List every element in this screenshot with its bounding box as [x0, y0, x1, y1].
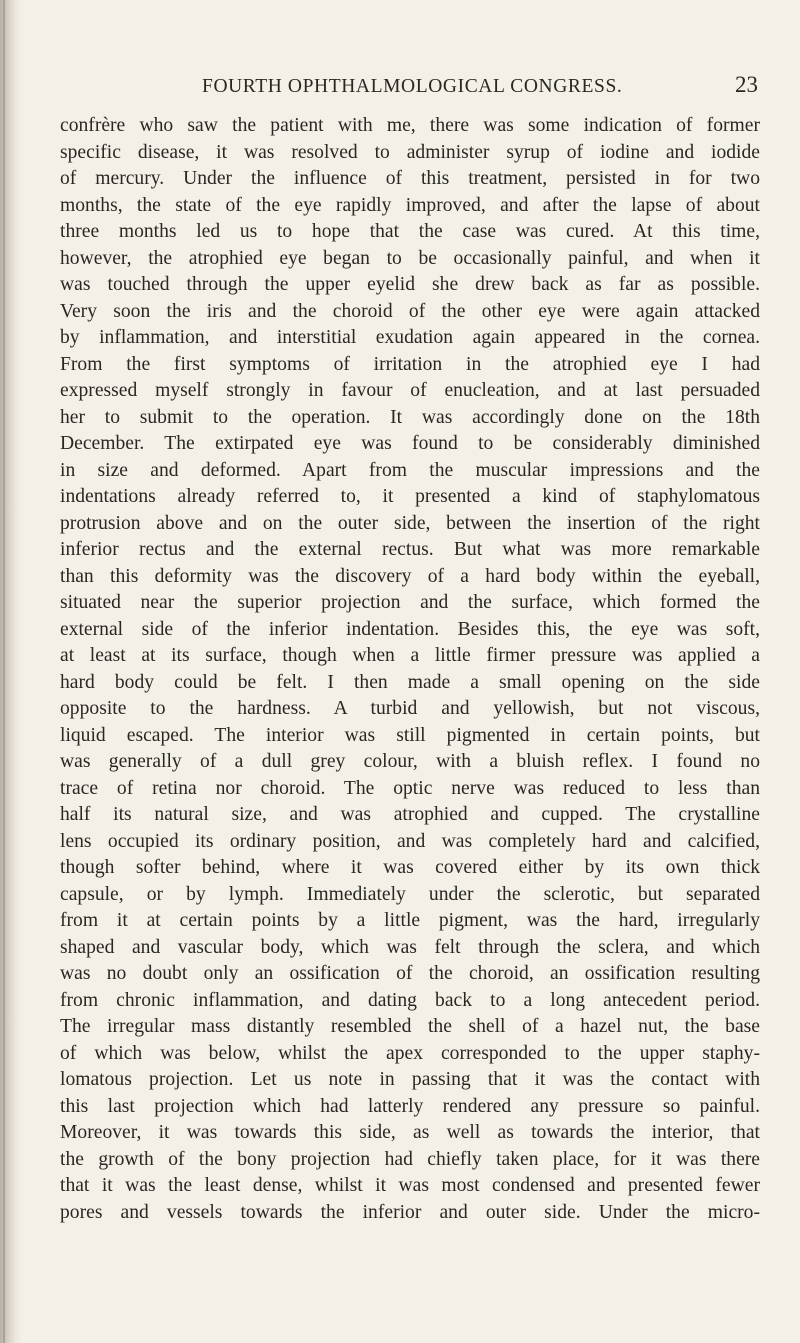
text-line: expressed myself strongly in favour of enucleation, and at last persuaded — [60, 380, 760, 401]
body-text — [60, 113, 760, 1226]
page-number: 23 — [735, 72, 758, 97]
book-page — [60, 0, 760, 1223]
text-line: The irregular mass distantly resembled the shell of a hazel nut, the base — [60, 1016, 760, 1037]
text-line: opposite to the hardness. A turbid and yellowish, but not viscous, — [60, 698, 760, 719]
text-line: indentations already referred to, it presented a kind of staphylomatous — [60, 486, 760, 507]
text-line: though softer behind, where it was covered either by its own thick — [60, 857, 760, 878]
text-line: liquid escaped. The interior was still pigmented in certain points, but — [60, 724, 760, 746]
text-line: three months led us to hope that the case was cured. At this time, — [60, 221, 760, 242]
text-line: months, the state of the eye rapidly improved, and after the lapse of about — [60, 194, 760, 216]
text-line: Very soon the iris and the choroid of the other eye were again attacked — [60, 300, 760, 322]
text-line: external side of the inferior indentation. Besides this, the eye was soft, — [60, 618, 760, 640]
text-line: from it at certain points by a little pigment, was the hard, irregularly — [60, 910, 760, 931]
text-line: in size and deformed. Apart from the muscular impressions and the — [60, 459, 760, 481]
text-line: trace of retina nor choroid. The optic nerve was reduced to less than — [60, 777, 760, 799]
text-line: lomatous projection. Let us note in passing that it was the contact with — [60, 1069, 760, 1090]
text-line: was no doubt only an ossification of the choroid, an ossification resulting — [60, 963, 760, 984]
text-line: hard body could be felt. I then made a small opening on the side — [60, 671, 760, 693]
text-line: December. The extirpated eye was found to be considerably diminished — [60, 433, 760, 454]
text-line: half its natural size, and was atrophied and cupped. The crystalline — [60, 804, 760, 825]
text-line: was touched through the upper eyelid she drew back as far as possible. — [60, 274, 760, 295]
running-title: FOURTH OPHTHALMOLOGICAL CONGRESS. — [202, 76, 623, 97]
text-line: capsule, or by lymph. Immediately under the sclerotic, but separated — [60, 883, 760, 905]
text-line: pores and vessels towards the inferior and outer side. Under the micro- — [60, 1201, 760, 1223]
text-line: that it was the least dense, whilst it was most condensed and presented fewer — [60, 1175, 760, 1196]
text-line: however, the atrophied eye began to be occasionally painful, and when it — [60, 247, 760, 269]
text-line: specific disease, it was resolved to administer syrup of iodine and iodide — [60, 141, 760, 163]
text-line: inferior rectus and the external rectus. But what was more remarkable — [60, 539, 760, 560]
text-line: by inflammation, and interstitial exudation again appeared in the cornea. — [60, 327, 760, 348]
text-line: situated near the superior projection and the surface, which formed the — [60, 592, 760, 613]
text-line: shaped and vascular body, which was felt through the sclera, and which — [60, 936, 760, 958]
text-line: protrusion above and on the outer side, between the insertion of the right — [60, 512, 760, 534]
text-line: confrère who saw the patient with me, there was some indication of former — [60, 115, 760, 136]
text-line: of which was below, whilst the apex corresponded to the upper staphy- — [60, 1042, 760, 1064]
text-line: lens occupied its ordinary position, and was completely hard and calcified, — [60, 830, 760, 852]
text-line: Moreover, it was towards this side, as well as towards the interior, that — [60, 1122, 760, 1143]
text-line: the growth of the bony projection had chiefly taken place, for it was there — [60, 1148, 760, 1170]
text-line: at least at its surface, though when a little firmer pressure was applied a — [60, 645, 760, 666]
text-line: from chronic inflammation, and dating back to a long antecedent period. — [60, 989, 760, 1011]
running-head — [60, 0, 760, 97]
text-line: From the first symptoms of irritation in the atrophied eye I had — [60, 353, 760, 375]
binding-edge — [3, 0, 5, 1343]
text-line: than this deformity was the discovery of a hard body within the eyeball, — [60, 565, 760, 587]
text-line: of mercury. Under the influence of this treatment, persisted in for two — [60, 168, 760, 189]
text-line: was generally of a dull grey colour, with a bluish reflex. I found no — [60, 751, 760, 772]
text-line: this last projection which had latterly rendered any pressure so painful. — [60, 1095, 760, 1117]
text-line: her to submit to the operation. It was accordingly done on the 18th — [60, 406, 760, 428]
